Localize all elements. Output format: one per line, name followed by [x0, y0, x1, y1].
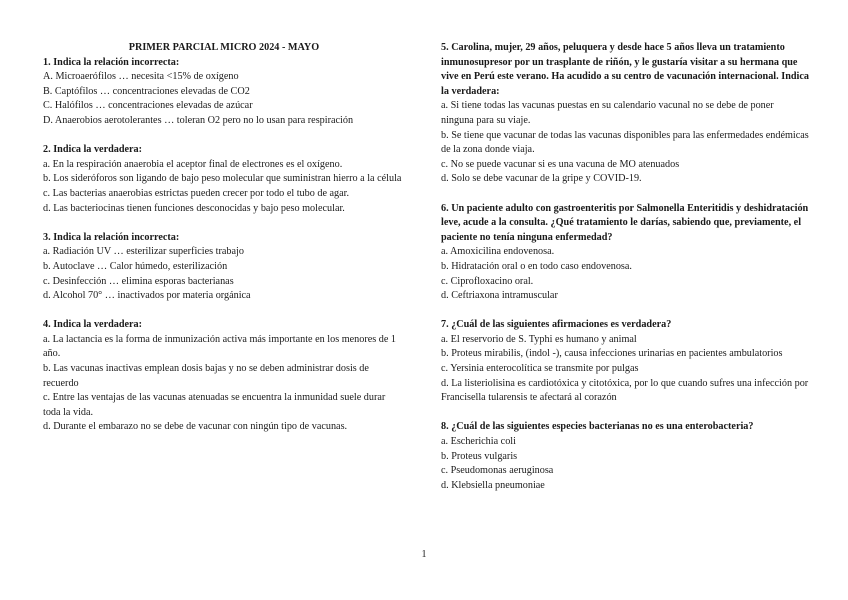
question-2-option-c: c. Las bacterias anaerobias estrictas pueden crecer por todo el tubo de agar. — [43, 187, 350, 199]
question-6-option-b: b. Hidratación oral o en todo caso endovenosa. — [441, 260, 632, 272]
question-7-option-d: d. La listeriolisina es cardiotóxica y citotóxica, por lo que cuando sufres una infección por Francisella tularensis te afectará al corazón — [441, 377, 809, 404]
question-1-option-c: C. Halófilos … concentraciones elevadas de azúcar — [43, 100, 253, 112]
question-3-stem: 3. Indica la relación incorrecta: — [43, 231, 180, 243]
question-5-option-a: a. Si tiene todas las vacunas puestas en su calendario vacunal no se debe de poner ninguna para su viaje. — [441, 100, 774, 126]
question-4-option-c: c. Entre las ventajas de las vacunas atenuadas se encuentra la inmunidad suele durar toda la vida. — [43, 392, 386, 418]
question-5 — [441, 41, 809, 187]
question-4-option-a: a. La lactancia es la forma de inmunización activa más importante en los menores de 1 año. — [43, 333, 397, 360]
question-5-stem: 5. Carolina, mujer, 29 años, peluquera y desde hace 5 años lleva un tratamiento inmunosupresor por un trasplante de riñón, y le gustaría visitar a su hermana que vive en Perú este verano. Ha acudido a su centro de vacunación internacional. Indica la verdadera: — [441, 42, 809, 97]
question-8-stem: 8. ¿Cuál de las siguientes especies bacterianas no es una enterobacteria? — [441, 421, 754, 433]
question-7-option-a: a. El reservorio de S. Typhi es humano y animal — [441, 333, 637, 345]
question-4 — [43, 318, 405, 435]
question-5-option-d: d. Solo se debe vacunar de la gripe y COVID-19. — [441, 173, 642, 185]
question-4-option-b: b. Las vacunas inactivas emplean dosis bajas y no se deben administrar dosis de recuerdo — [43, 363, 369, 389]
question-6 — [441, 202, 809, 304]
question-1-option-b: B. Captófilos … concentraciones elevadas de CO2 — [43, 85, 250, 97]
question-7-stem: 7. ¿Cuál de las siguientes afirmaciones es verdadera? — [441, 319, 672, 331]
question-2-stem: 2. Indica la verdadera: — [43, 144, 143, 156]
question-8-option-a: a. Escherichia coli — [441, 436, 516, 448]
question-5-option-b: b. Se tiene que vacunar de todas las vacunas disponibles para las enfermedades endémicas de la zona donde viaja. — [441, 129, 809, 156]
question-2-option-a: a. En la respiración anaerobia el aceptor final de electrones es el oxígeno. — [43, 158, 343, 170]
page-number: 1 — [421, 549, 427, 560]
question-6-option-d: d. Ceftriaxona intramuscular — [441, 290, 558, 302]
question-8 — [441, 420, 809, 493]
question-2-option-b: b. Los sideróforos son ligando de bajo peso molecular que suministran hierro a la célula — [43, 173, 402, 185]
question-2-option-d: d. Las bacteriocinas tienen funciones desconocidas y bajo peso molecular. — [43, 202, 345, 214]
question-7 — [441, 318, 809, 406]
question-1-option-a: A. Microaerófilos … necesita <15% de oxígeno — [43, 71, 239, 83]
left-column — [43, 41, 405, 450]
question-8-option-b: b. Proteus vulgaris — [441, 450, 518, 462]
question-3 — [43, 231, 405, 304]
question-6-option-a: a. Amoxicilina endovenosa. — [441, 246, 555, 258]
question-5-option-c: c. No se puede vacunar si es una vacuna de MO atenuados — [441, 158, 680, 170]
question-3-option-b: b. Autoclave … Calor húmedo, esterilización — [43, 260, 228, 272]
question-3-option-d: d. Alcohol 70° … inactivados por materia orgánica — [43, 290, 251, 302]
question-7-option-c: c. Yersinia enterocolítica se transmite por pulgas — [441, 363, 639, 375]
question-4-option-d: d. Durante el embarazo no se debe de vacunar con ningún tipo de vacunas. — [43, 421, 348, 433]
question-8-option-d: d. Klebsiella pneumoniae — [441, 479, 545, 491]
question-7-option-b: b. Proteus mirabilis, (indol -), causa infecciones urinarias en pacientes ambulatorios — [441, 348, 783, 360]
right-column — [441, 41, 809, 508]
question-6-stem: 6. Un paciente adulto con gastroenteritis por Salmonella Enteritidis y deshidratación leve, acude a la consulta. ¿Qué tratamiento le darías, sabiendo que, previamente, el paciente no tenía ninguna enfermedad? — [441, 202, 809, 243]
question-8-option-c: c. Pseudomonas aeruginosa — [441, 465, 554, 477]
question-2 — [43, 143, 405, 216]
question-1-option-d: D. Anaerobios aerotolerantes … toleran O2 pero no lo usan para respiración — [43, 114, 354, 126]
exam-title: PRIMER PARCIAL MICRO 2024 - MAYO — [128, 42, 320, 53]
question-1 — [43, 56, 405, 129]
question-3-option-c: c. Desinfección … elimina esporas bacterianas — [43, 275, 234, 287]
question-4-stem: 4. Indica la verdadera: — [43, 319, 143, 331]
question-6-option-c: c. Ciprofloxacino oral. — [441, 275, 534, 287]
question-1-stem: 1. Indica la relación incorrecta: — [43, 56, 180, 68]
question-3-option-a: a. Radiación UV … esterilizar superficies trabajo — [43, 246, 244, 258]
